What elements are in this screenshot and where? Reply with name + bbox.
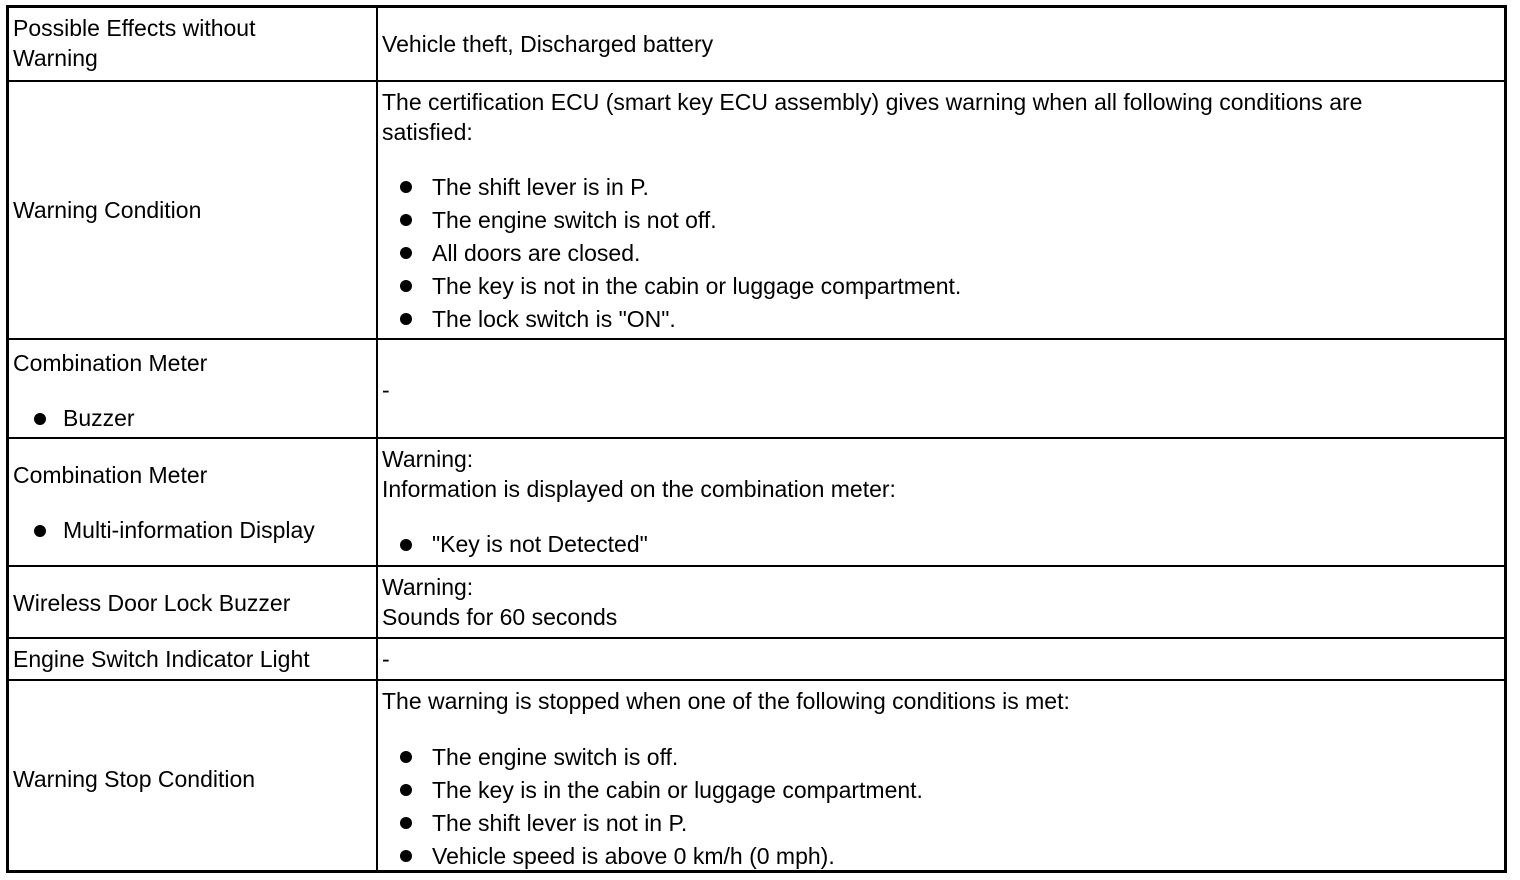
condition-intro-line1: The certification ECU (smart key ECU assembly) gives warning when all following conditions are: [382, 89, 1363, 115]
column-divider: [376, 340, 378, 437]
table-row-combination-meter-buzzer: [9, 338, 1504, 437]
table-row-possible-effects: [9, 8, 1504, 80]
row-value-warning-condition: [382, 87, 1362, 336]
column-divider: [376, 681, 378, 870]
row-label-wireless-door-lock-buzzer: Wireless Door Lock Buzzer: [13, 590, 291, 616]
row-value-buzzer: -: [382, 377, 390, 403]
table-row-wireless-door-lock-buzzer: [9, 565, 1504, 637]
row-label-possible-effects: Possible Effects without Warning: [13, 15, 256, 71]
row-value-multi-information-display: Warning: Information is displayed on the combination meter: "Key is not Detected": [382, 446, 896, 557]
row-label-warning-stop-condition: Warning Stop Condition: [13, 766, 256, 792]
list-item: Vehicle speed is above 0 km/h (0 mph).: [382, 840, 1070, 873]
list-item: The lock switch is "ON".: [382, 303, 1362, 336]
list-item: Buzzer: [13, 403, 207, 433]
row-label-warning-condition: Warning Condition: [13, 197, 202, 223]
list-item: Multi-information Display: [13, 515, 315, 545]
row-label-engine-switch-indicator: Engine Switch Indicator Light: [13, 646, 310, 672]
column-divider: [376, 82, 378, 338]
list-item: The shift lever is in P.: [382, 171, 1362, 204]
stop-intro: The warning is stopped when one of the following conditions is met:: [382, 688, 1070, 714]
row-label-combination-meter: Combination Meter Buzzer: [13, 350, 208, 431]
table-row-warning-condition: [9, 80, 1504, 338]
list-item: The shift lever is not in P.: [382, 807, 1070, 840]
list-item: The engine switch is off.: [382, 741, 1070, 774]
list-item: "Key is not Detected": [382, 529, 896, 559]
column-divider: [376, 567, 378, 637]
row-value-wireless-door-lock-buzzer: Warning: Sounds for 60 seconds: [382, 574, 618, 630]
row-value-warning-stop-condition: [382, 686, 1070, 873]
condition-intro-line2: satisfied:: [382, 119, 473, 145]
table-row-engine-switch-indicator: [9, 637, 1504, 679]
list-item: The key is not in the cabin or luggage compartment.: [382, 270, 1362, 303]
table-row-combination-meter-display: [9, 437, 1504, 565]
row-value-engine-switch-indicator: -: [382, 646, 390, 672]
column-divider: [376, 439, 378, 565]
column-divider: [376, 8, 378, 80]
list-item: All doors are closed.: [382, 237, 1362, 270]
row-label-combination-meter: Combination Meter Multi-information Display: [13, 462, 315, 543]
list-item: The key is in the cabin or luggage compartment.: [382, 774, 1070, 807]
row-value-possible-effects: Vehicle theft, Discharged battery: [382, 31, 714, 57]
table-row-warning-stop-condition: [9, 679, 1504, 870]
list-item: The engine switch is not off.: [382, 204, 1362, 237]
column-divider: [376, 639, 378, 679]
warning-spec-table: [6, 5, 1507, 873]
